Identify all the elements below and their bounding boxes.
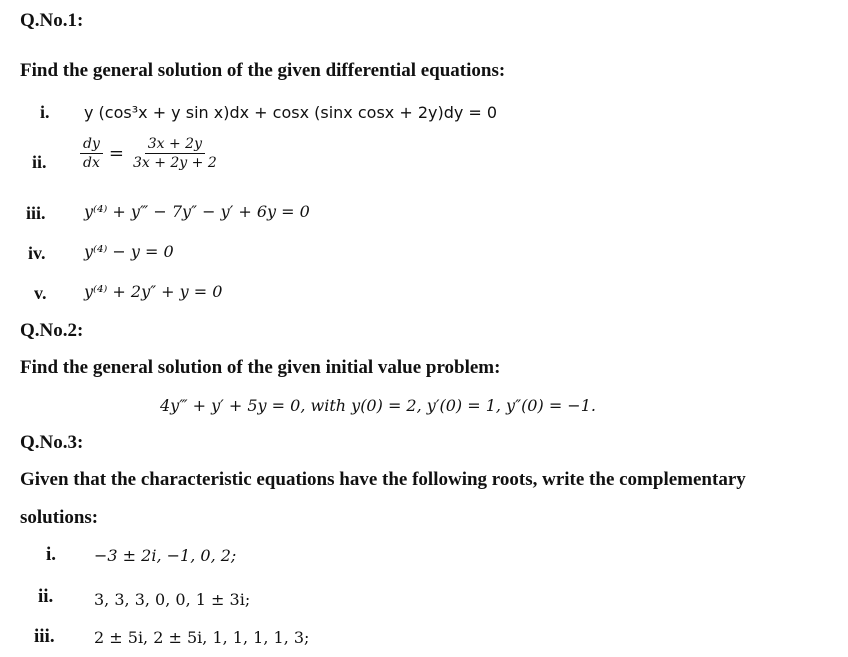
- fraction-dy-dx: [80, 136, 103, 171]
- q2-equation: 4y‴ + y′ + 5y = 0, with y(0) = 2, y′(0) = 1, y″(0) = −1.: [160, 396, 596, 415]
- fraction-numerator: 3x + 2y: [145, 136, 205, 154]
- q1-item-label-i: i.: [40, 102, 50, 122]
- q3-item-label-i: i.: [46, 544, 57, 565]
- q3-roots-ii: 3, 3, 3, 0, 0, 1 ± 3i;: [94, 590, 251, 609]
- q3-instruction-line2: solutions:: [20, 507, 99, 528]
- q1-item-label-ii: ii.: [32, 152, 47, 172]
- q1-equation-iii: y⁽⁴⁾ + y‴ − 7y″ − y′ + 6y = 0: [84, 202, 310, 221]
- q1-equation-i: y (cos³x + y sin x)dx + cosx (sinx cosx + 2y)dy = 0: [84, 103, 498, 122]
- q1-equation-iv: y⁽⁴⁾ − y = 0: [84, 242, 174, 261]
- q3-instruction-line1: Given that the characteristic equations have the following roots, write the complementary: [20, 469, 746, 490]
- q2-heading: Q.No.2:: [20, 320, 84, 341]
- equals-sign: =: [108, 143, 124, 164]
- q3-item-label-iii: iii.: [34, 626, 55, 647]
- q3-item-label-ii: ii.: [38, 586, 54, 607]
- q3-roots-i: −3 ± 2i, −1, 0, 2;: [94, 546, 237, 565]
- q3-heading: Q.No.3:: [20, 432, 84, 453]
- q1-heading: Q.No.1:: [20, 10, 84, 31]
- q1-equation-v: y⁽⁴⁾ + 2y″ + y = 0: [84, 282, 223, 301]
- q3-roots-iii: 2 ± 5i, 2 ± 5i, 1, 1, 1, 1, 3;: [94, 628, 310, 647]
- fraction-denominator: dx: [83, 155, 100, 171]
- q1-equation-ii: [80, 136, 220, 171]
- fraction-denominator: 3x + 2y + 2: [132, 155, 217, 171]
- fraction-rhs: [130, 136, 220, 171]
- q1-item-label-v: v.: [34, 283, 47, 303]
- q2-instruction: Find the general solution of the given initial value problem:: [20, 357, 501, 378]
- q1-item-label-iv: iv.: [28, 243, 46, 263]
- fraction-numerator: dy: [80, 136, 103, 154]
- q1-instruction: Find the general solution of the given differential equations:: [20, 60, 506, 81]
- q1-item-label-iii: iii.: [26, 203, 46, 223]
